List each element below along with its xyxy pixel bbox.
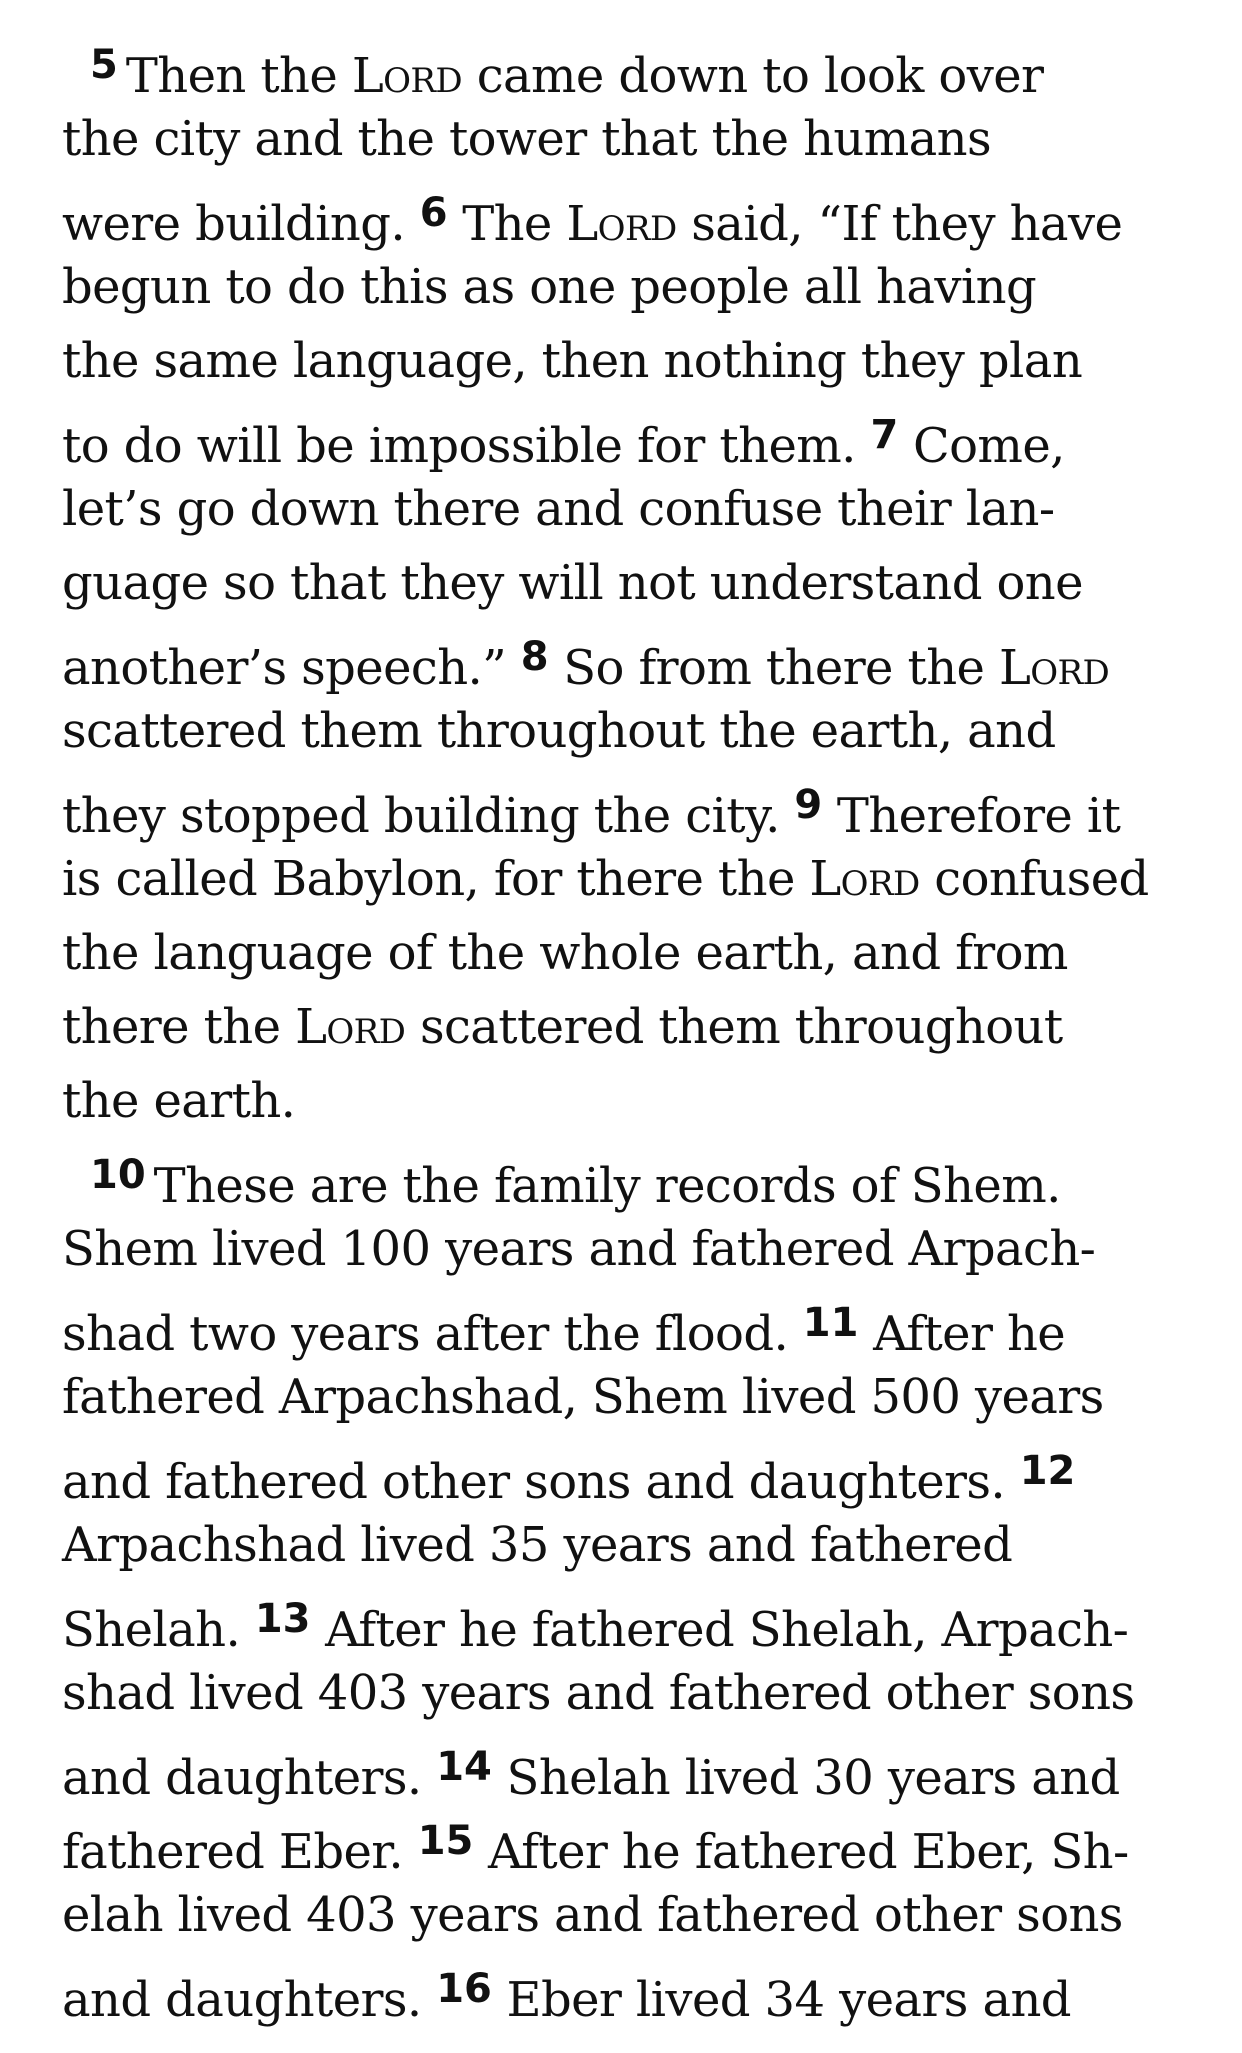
verse-number: 10 bbox=[90, 1152, 146, 1198]
paragraph bbox=[62, 28, 1202, 1138]
verse-text: fathered Eber. bbox=[62, 1824, 418, 1880]
verse-text: After he bbox=[858, 1306, 1066, 1362]
text-line bbox=[62, 398, 1202, 472]
verse-text: Shem lived 100 years and fathered Arpach- bbox=[62, 1221, 1096, 1277]
verse-number: 16 bbox=[436, 1966, 492, 2012]
text-line bbox=[62, 694, 1202, 768]
verse-text: another’s speech.” bbox=[62, 640, 521, 696]
verse-text: Arpachshad lived 35 years and fathered bbox=[62, 1517, 1013, 1573]
paragraph bbox=[62, 1138, 1202, 2026]
verse-number: 5 bbox=[90, 42, 118, 88]
text-line bbox=[62, 916, 1202, 990]
verse-text: So from there the bbox=[548, 640, 999, 696]
text-line bbox=[62, 1508, 1202, 1582]
verse-text: the language of the whole earth, and from bbox=[62, 925, 1068, 981]
verse-text: confused bbox=[919, 851, 1149, 907]
verse-text: came down to look over bbox=[462, 48, 1044, 104]
scripture-text bbox=[62, 28, 1202, 2026]
text-line bbox=[62, 250, 1202, 324]
verse-text: Eber lived 34 years and bbox=[491, 1972, 1071, 2028]
verse-text: begun to do this as one people all having bbox=[62, 259, 1037, 315]
verse-text: After he fathered Shelah, Arpach- bbox=[310, 1602, 1129, 1658]
text-line bbox=[62, 324, 1202, 398]
divine-name: Lord bbox=[566, 196, 677, 252]
text-line bbox=[62, 842, 1202, 916]
text-line bbox=[62, 1582, 1202, 1656]
verse-text: is called Babylon, for there the bbox=[62, 851, 810, 907]
text-line bbox=[62, 28, 1202, 102]
verse-number: 6 bbox=[419, 190, 448, 236]
verse-text: Then the bbox=[125, 48, 352, 104]
text-line bbox=[62, 1286, 1202, 1360]
divine-name: Lord bbox=[295, 999, 406, 1055]
text-line bbox=[62, 1138, 1202, 1212]
verse-text: let’s go down there and confuse their lan- bbox=[62, 481, 1055, 537]
verse-text: they stopped building the city. bbox=[62, 788, 795, 844]
text-line bbox=[62, 1804, 1202, 1878]
text-line bbox=[62, 1878, 1202, 1952]
verse-text: scattered them throughout bbox=[405, 999, 1063, 1055]
verse-text: the earth. bbox=[62, 1073, 296, 1129]
verse-number: 9 bbox=[794, 782, 823, 828]
text-line bbox=[62, 1952, 1202, 2026]
divine-name: Lord bbox=[998, 640, 1110, 696]
verse-text: Shelah. bbox=[62, 1602, 255, 1658]
verse-number: 14 bbox=[436, 1744, 492, 1790]
verse-text: and daughters. bbox=[62, 1972, 437, 2028]
verse-number: 11 bbox=[802, 1300, 859, 1346]
verse-text: elah lived 403 years and fathered other sons bbox=[62, 1887, 1123, 1943]
verse-text: the city and the tower that the humans bbox=[62, 111, 991, 167]
text-line bbox=[62, 1730, 1202, 1804]
text-line bbox=[62, 472, 1202, 546]
verse-text: were building. bbox=[62, 196, 420, 252]
verse-text: and fathered other sons and daughters. bbox=[62, 1454, 1020, 1510]
verse-text: Shelah lived 30 years and bbox=[491, 1750, 1120, 1806]
verse-text: and daughters. bbox=[62, 1750, 437, 1806]
divine-name: Lord bbox=[809, 851, 920, 907]
text-line bbox=[62, 620, 1202, 694]
text-line bbox=[62, 176, 1202, 250]
verse-text: Therefore it bbox=[822, 788, 1121, 844]
verse-text: there the bbox=[62, 999, 296, 1055]
verse-text: said, “If they have bbox=[676, 196, 1123, 252]
verse-number: 8 bbox=[520, 634, 549, 680]
divine-name: Lord bbox=[351, 48, 463, 104]
verse-number: 15 bbox=[417, 1818, 474, 1864]
verse-text: scattered them throughout the earth, and bbox=[62, 703, 1056, 759]
text-line bbox=[62, 546, 1202, 620]
verse-number: 7 bbox=[870, 412, 899, 458]
verse-text: fathered Arpachshad, Shem lived 500 years bbox=[62, 1369, 1104, 1425]
text-line bbox=[62, 1064, 1202, 1138]
verse-text: After he fathered Eber, Sh- bbox=[473, 1824, 1129, 1880]
verse-text: the same language, then nothing they plan bbox=[62, 333, 1083, 389]
verse-text: The bbox=[447, 196, 567, 252]
verse-number: 13 bbox=[254, 1596, 311, 1642]
verse-number: 12 bbox=[1019, 1448, 1076, 1494]
text-line bbox=[62, 990, 1202, 1064]
verse-text: to do will be impossible for them. bbox=[62, 418, 871, 474]
text-line bbox=[62, 1656, 1202, 1730]
text-line bbox=[62, 1434, 1202, 1508]
text-line bbox=[62, 102, 1202, 176]
verse-text: Come, bbox=[898, 418, 1065, 474]
verse-text: shad lived 403 years and fathered other sons bbox=[62, 1665, 1135, 1721]
verse-text: These are the family records of Shem. bbox=[153, 1158, 1061, 1214]
verse-text: guage so that they will not understand one bbox=[62, 555, 1083, 611]
text-line bbox=[62, 768, 1202, 842]
text-line bbox=[62, 1212, 1202, 1286]
verse-text: shad two years after the flood. bbox=[62, 1306, 803, 1362]
text-line bbox=[62, 1360, 1202, 1434]
